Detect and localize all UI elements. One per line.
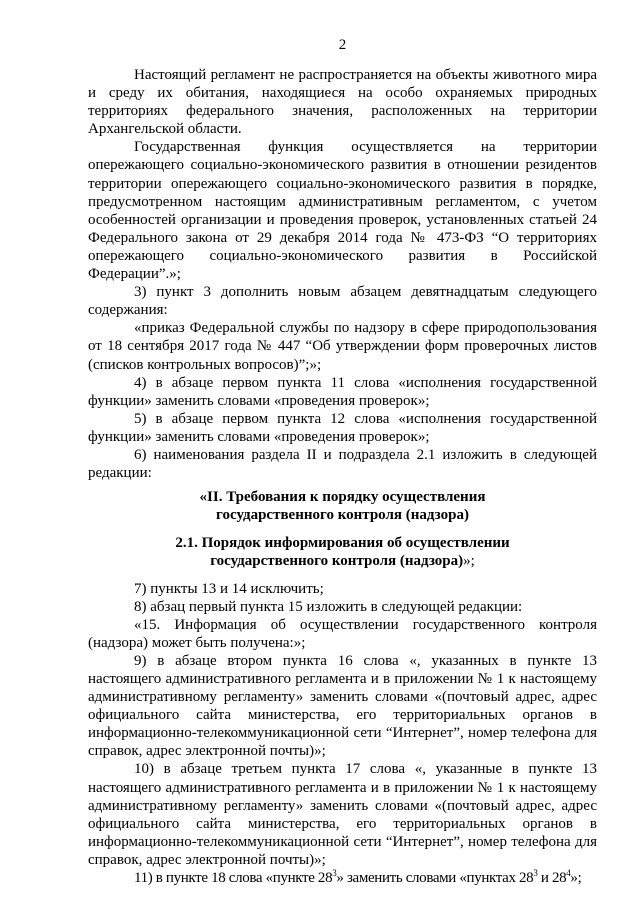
paragraph-order-quote: «приказ Федеральной службы по надзору в сфере природопользования от 18 сентября 2017 года № 447 “Об утверждении форм проверочных листов (списков контрольных вопросов)”;»; <box>88 320 597 373</box>
paragraph-item-11 <box>88 869 597 887</box>
paragraph-item-10: 10) в абзаце третьем пункта 17 слова «, указанные в пункте 13 настоящего административного регламента и в приложении № 1 к настоящему административному регламенту» заменить словами «(почтовый адрес, адрес официального сайта министерства, его территориальных органов в информационно-телекоммуникационной сети “Интернет”, номер телефона для справок, адрес электронной почты)»; <box>88 761 597 868</box>
section-heading-line-1: «II. Требования к порядку осуществления <box>199 489 486 506</box>
page-number: 2 <box>338 37 347 53</box>
paragraph-scope: Настоящий регламент не распространяется на объекты животного мира и среду их обитания, находящиеся на особо охраняемых природных территориях федерального значения, расположенных на территории Архангельской области. <box>88 67 597 138</box>
paragraph-item-6: 6) наименования раздела II и подраздела 2.1 изложить в следующей редакции: <box>88 446 597 482</box>
item-11-sup-3: 4 <box>566 868 571 879</box>
paragraph-item-7: 7) пункты 13 и 14 исключить; <box>134 580 324 597</box>
item-11-part-4: »; <box>570 870 582 887</box>
section-heading-line-2: государственного контроля (надзора) <box>216 507 469 524</box>
item-11-part-3: и 28 <box>537 870 567 887</box>
paragraph-item-9: 9) в абзаце втором пункта 16 слова «, указанных в пункте 13 настоящего административного регламента и в приложении № 1 к настоящему административному регламенту» заменить словами «(почтовый адрес, адрес официального сайта министерства, его территориальных органов в информационно-телекоммуникационной сети “Интернет”, номер телефона для справок, адрес электронной почты)»; <box>88 652 597 760</box>
paragraph-item-15-quote: «15. Информация об осуществлении государственного контроля (надзора) может быть получена:»; <box>88 616 597 651</box>
item-11-part-1: 11) в пункте 18 слова «пункте 28 <box>134 870 333 887</box>
section-heading <box>88 488 597 524</box>
paragraph-territory: Государственная функция осуществляется на территории опережающего социально-экономического развития в отношении резидентов территории опережающего социально-экономического развития в порядке, предусмотренном настоящим административным регламентом, с учетом особенностей организации и проведения проверок, установленных статьей 24 Федерального закона от 29 декабря 2014 года № 473-ФЗ “О территориях опережающего социально-экономического развития в Российской Федерации”.»; <box>88 139 597 283</box>
paragraph-item-8: 8) абзац первый пункта 15 изложить в следующей редакции: <box>134 598 523 615</box>
subsection-heading <box>88 534 597 570</box>
subsection-heading-line-1: 2.1. Порядок информирования об осуществлении <box>175 535 510 552</box>
subsection-heading-line-2 <box>88 552 597 570</box>
subsection-heading-text: государственного контроля (надзора) <box>210 553 464 570</box>
subsection-heading-tail: »; <box>463 553 475 570</box>
paragraph-item-4: 4) в абзаце первом пункта 11 слова «исполнения государственной функции» заменить словами «проведения проверок»; <box>88 374 597 409</box>
item-11-part-2: » заменить словами «пунктах 28 <box>336 870 534 887</box>
item-11-sup-1: 3 <box>332 868 337 879</box>
paragraph-item-5: 5) в абзаце первом пункта 12 слова «исполнения государственной функции» заменить словами «проведения проверок»; <box>88 410 597 445</box>
paragraph-item-3: 3) пункт 3 дополнить новым абзацем девятнадцатым следующего содержания: <box>88 284 597 319</box>
item-11-sup-2: 3 <box>533 868 538 879</box>
